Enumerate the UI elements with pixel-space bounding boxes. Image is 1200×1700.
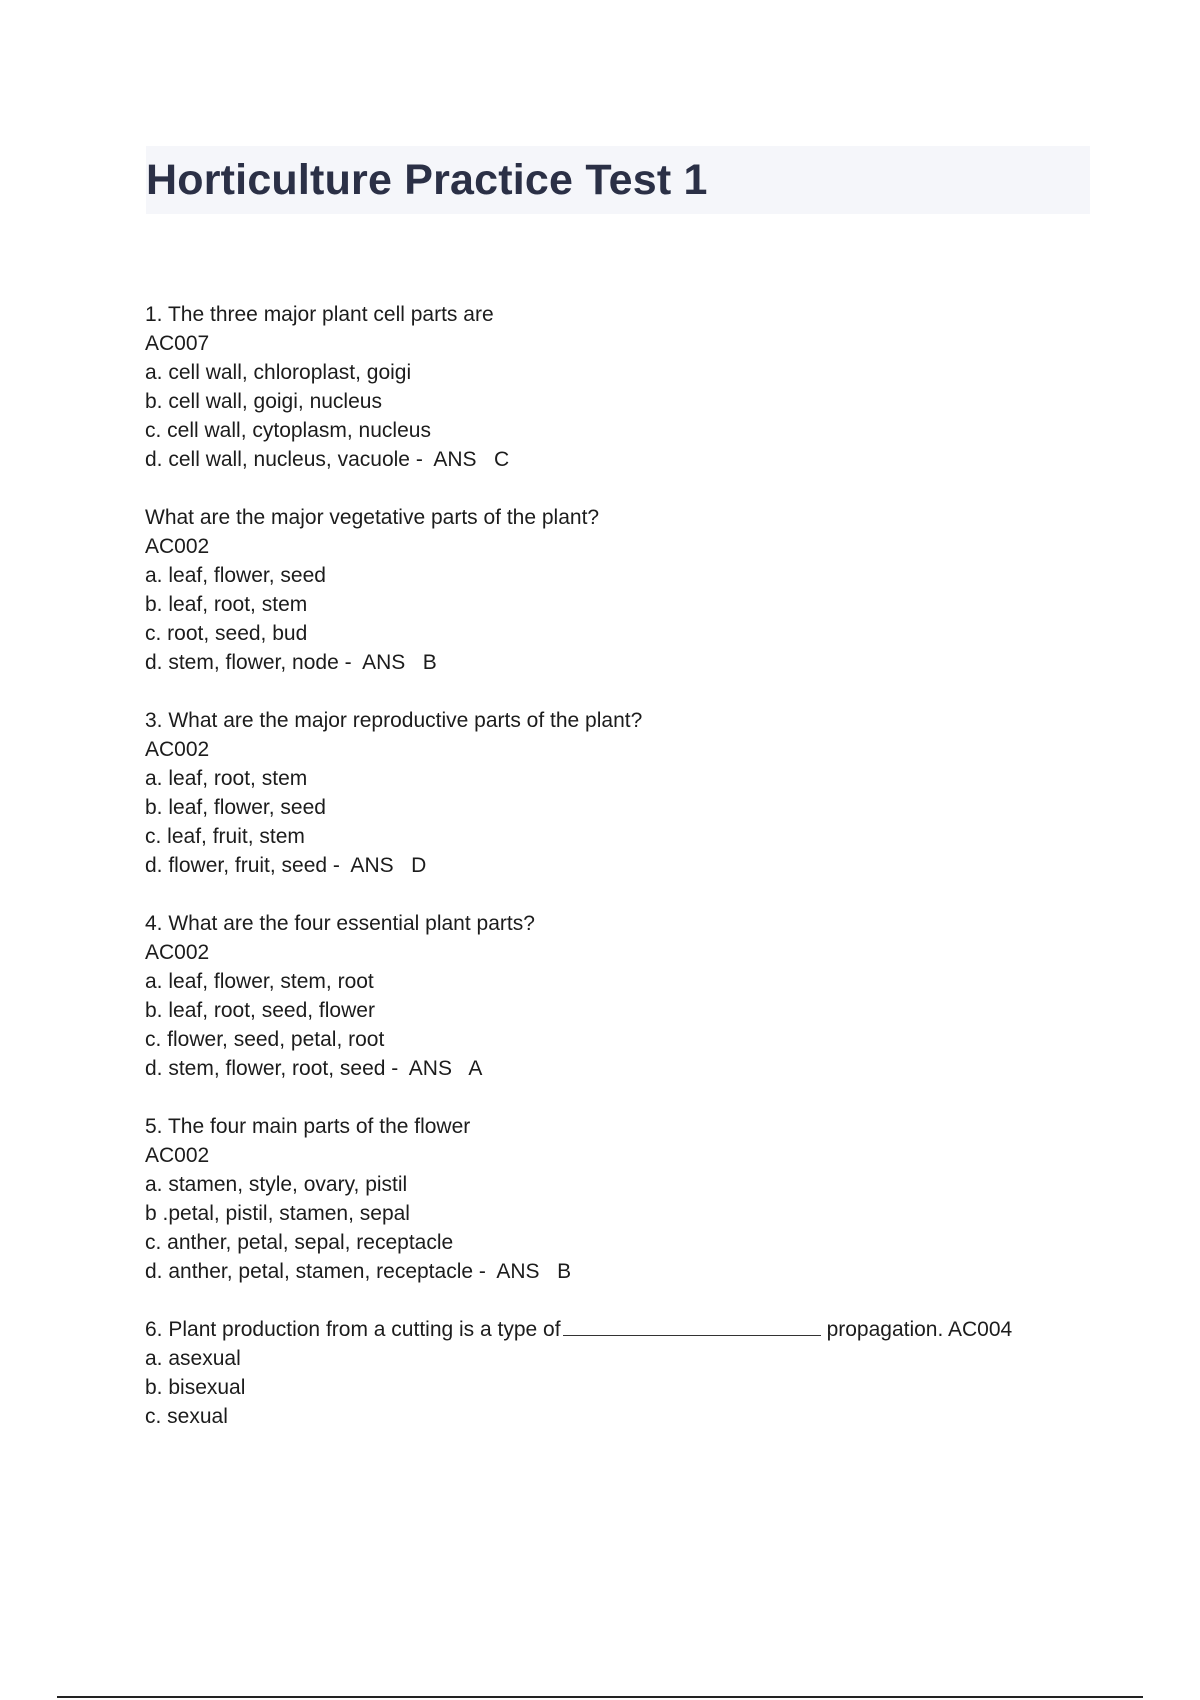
option-d-row: [145, 648, 1145, 677]
option-d: d. anther, petal, stamen, receptacle: [145, 1260, 474, 1283]
answer-key: - ANS A: [385, 1057, 483, 1080]
question-code: AC002: [145, 535, 210, 558]
option-b: b. leaf, flower, seed: [145, 796, 326, 819]
option-a: a. cell wall, chloroplast, goigi: [145, 361, 412, 384]
option-d: d. cell wall, nucleus, vacuole: [145, 448, 410, 471]
title-band: [146, 146, 1090, 214]
footer-divider: [57, 1696, 1143, 1698]
option-b: b. cell wall, goigi, nucleus: [145, 390, 382, 413]
question-code: AC007: [145, 332, 210, 355]
option-a: a. leaf, root, stem: [145, 767, 308, 790]
option-b: b. leaf, root, stem: [145, 593, 308, 616]
question-6: [145, 1315, 1145, 1431]
question-prompt: 5. The four main parts of the flower: [145, 1115, 471, 1138]
option-d: d. flower, fruit, seed: [145, 854, 328, 877]
option-c: c. root, seed, bud: [145, 622, 308, 645]
question-prompt: 6. Plant production from a cutting is a type of: [145, 1318, 561, 1341]
answer-key: - ANS C: [409, 448, 510, 471]
option-c: c. sexual: [145, 1405, 228, 1428]
option-d-row: [145, 1054, 1145, 1083]
question-prompt-continued: propagation. AC004: [826, 1318, 1013, 1341]
page-title: Horticulture Practice Test 1: [146, 156, 708, 204]
fill-in-blank: [563, 1317, 821, 1336]
option-d-row: [145, 1257, 1145, 1286]
option-b: b. leaf, root, seed, flower: [145, 999, 375, 1022]
question-2: [145, 503, 1145, 677]
option-c: c. anther, petal, sepal, receptacle: [145, 1231, 454, 1254]
question-prompt: 1. The three major plant cell parts are: [145, 303, 494, 326]
option-d-row: [145, 851, 1145, 880]
question-5: [145, 1112, 1145, 1286]
option-d: d. stem, flower, root, seed: [145, 1057, 386, 1080]
option-a: a. leaf, flower, seed: [145, 564, 326, 587]
question-3: [145, 706, 1145, 880]
question-prompt: 3. What are the major reproductive parts of the plant?: [145, 709, 643, 732]
option-a: a. asexual: [145, 1347, 241, 1370]
question-prompt-row: [145, 1315, 1145, 1344]
option-d: d. stem, flower, node: [145, 651, 339, 674]
question-1: [145, 300, 1145, 474]
question-code: AC002: [145, 1144, 210, 1167]
option-d-row: [145, 445, 1145, 474]
question-prompt: What are the major vegetative parts of the plant?: [145, 506, 600, 529]
option-c: c. flower, seed, petal, root: [145, 1028, 385, 1051]
option-b: b. bisexual: [145, 1376, 246, 1399]
answer-key: - ANS B: [338, 651, 437, 674]
question-code: AC002: [145, 941, 210, 964]
question-4: [145, 909, 1145, 1083]
question-code: AC002: [145, 738, 210, 761]
question-list: [145, 300, 1145, 1460]
answer-key: - ANS B: [473, 1260, 572, 1283]
option-b: b .petal, pistil, stamen, sepal: [145, 1202, 410, 1225]
option-a: a. stamen, style, ovary, pistil: [145, 1173, 408, 1196]
option-a: a. leaf, flower, stem, root: [145, 970, 374, 993]
option-c: c. cell wall, cytoplasm, nucleus: [145, 419, 431, 442]
question-prompt: 4. What are the four essential plant parts?: [145, 912, 535, 935]
answer-key: - ANS D: [327, 854, 427, 877]
option-c: c. leaf, fruit, stem: [145, 825, 305, 848]
